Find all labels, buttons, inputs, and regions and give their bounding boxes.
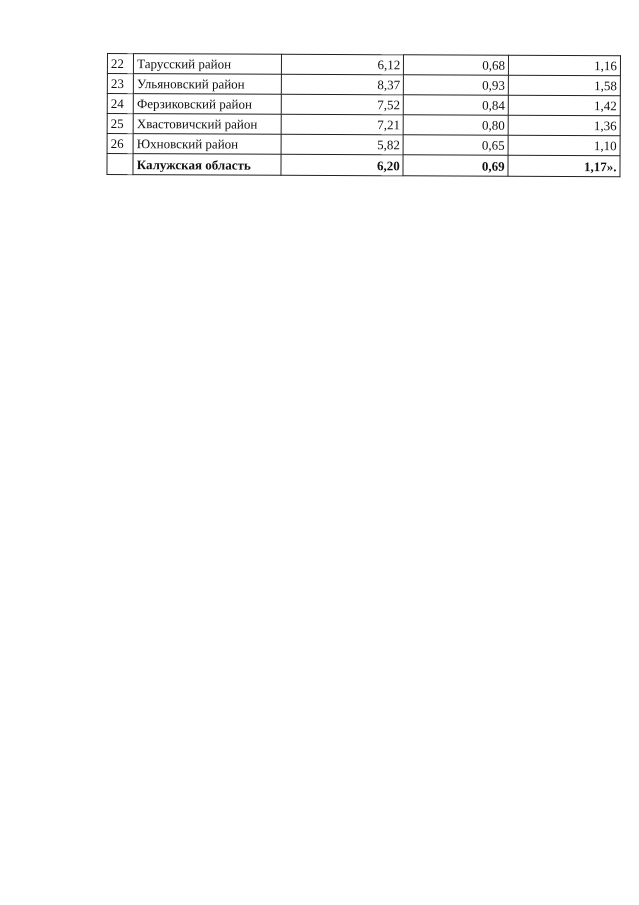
- total-value-1: 6,20: [281, 154, 403, 176]
- value-cell-1: 7,21: [281, 114, 403, 135]
- total-row: [107, 154, 620, 177]
- district-name: Тарусский район: [134, 54, 282, 75]
- value-cell-3: 1,16: [509, 55, 621, 75]
- district-name: Ферзиковский район: [133, 94, 281, 115]
- row-number: 22: [107, 54, 133, 74]
- value-cell-3: 1,36: [508, 115, 620, 135]
- value-cell-3: 1,58: [508, 75, 620, 95]
- table-row: [107, 74, 620, 96]
- district-name: Юхновский район: [133, 134, 281, 155]
- region-name: Калужская область: [133, 154, 281, 176]
- row-number: [107, 154, 133, 175]
- value-cell-1: 7,52: [282, 94, 404, 115]
- value-cell-2: 0,65: [403, 135, 508, 155]
- value-cell-1: 6,12: [282, 54, 404, 75]
- district-name: Ульяновский район: [134, 74, 282, 95]
- table-row: [107, 114, 620, 136]
- row-number: 25: [107, 114, 133, 134]
- coefficients-table: [106, 53, 621, 177]
- value-cell-1: 5,82: [281, 134, 403, 155]
- row-number: 23: [107, 74, 133, 94]
- table-row: [107, 94, 620, 116]
- value-cell-2: 0,93: [404, 75, 509, 95]
- value-cell-2: 0,84: [404, 95, 509, 115]
- value-cell-2: 0,80: [403, 115, 508, 135]
- row-number: 24: [107, 94, 133, 114]
- value-cell-3: 1,10: [508, 135, 620, 155]
- total-value-3: 1,17».: [508, 155, 620, 176]
- value-cell-3: 1,42: [508, 95, 620, 115]
- value-cell-2: 0,68: [404, 55, 509, 75]
- total-value-2: 0,69: [403, 155, 508, 176]
- table-row: [107, 134, 620, 156]
- row-number: 26: [107, 134, 133, 154]
- district-name: Хвастовичский район: [133, 114, 281, 135]
- table-row: [107, 54, 620, 76]
- value-cell-1: 8,37: [282, 74, 404, 95]
